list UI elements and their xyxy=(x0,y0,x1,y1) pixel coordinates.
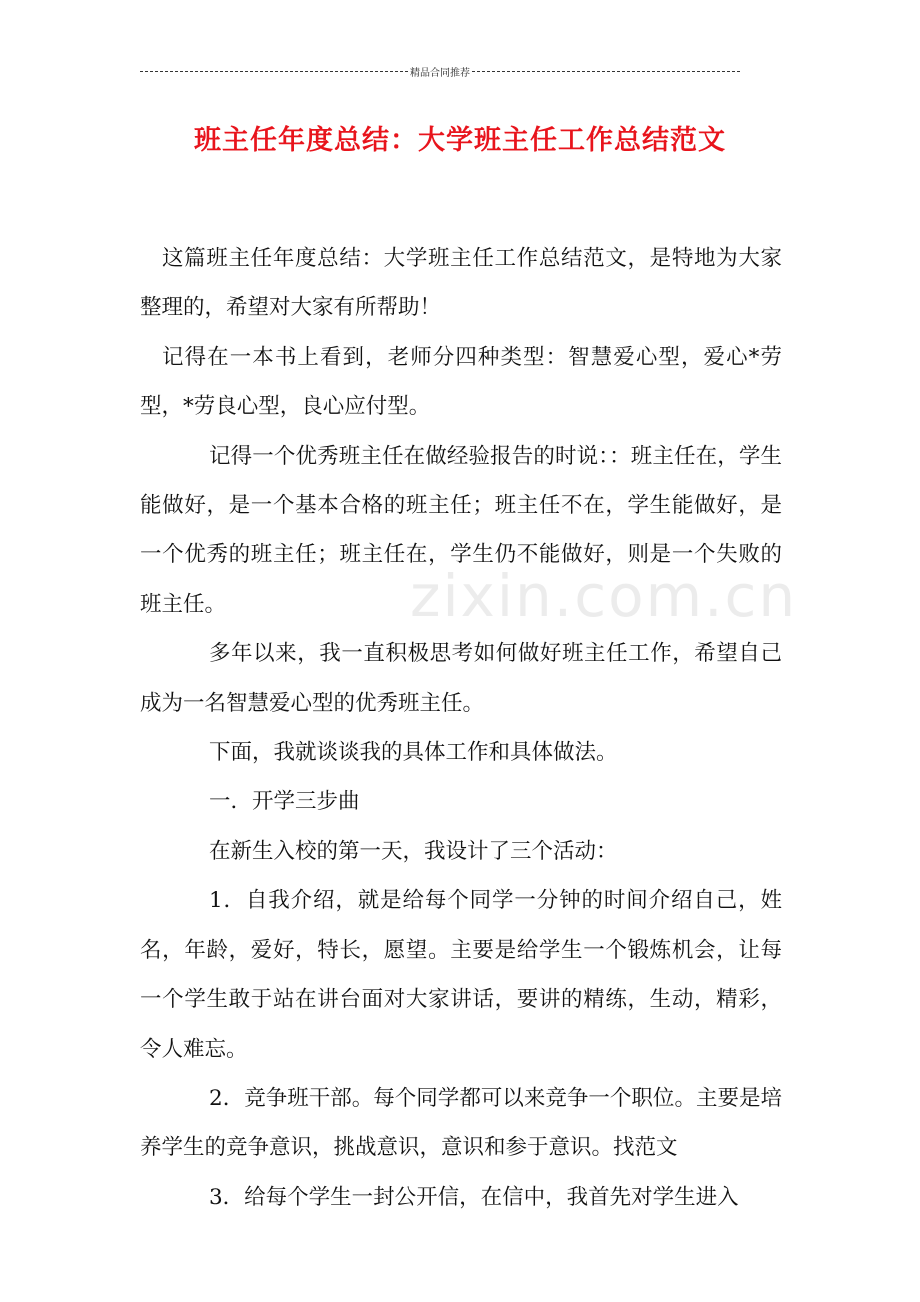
paragraph: 在新生入校的第一天，我设计了三个活动： xyxy=(209,838,618,864)
header-rule xyxy=(140,64,740,79)
header-dash-right xyxy=(472,71,740,72)
watermark: zixin.com.cn xyxy=(410,562,798,630)
section-heading: 一．开学三步曲 xyxy=(209,789,360,815)
paragraph: 这篇班主任年度总结：大学班主任工作总结范文，是特地为大家整理的，希望对大家有所帮助！ xyxy=(140,246,782,321)
paragraph: 下面，我就谈谈我的具体工作和具体做法。 xyxy=(209,740,618,766)
document-body xyxy=(140,234,782,1222)
paragraph: 记得一个优秀班主任在做经验报告的时说：：班主任在，学生能做好，是一个基本合格的班主任；班主任不在，学生能做好，是一个优秀的班主任；班主任在，学生仍不能做好，则是一个失败的班主任。 xyxy=(140,443,782,617)
document-title: 班主任年度总结：大学班主任工作总结范文 xyxy=(194,125,726,156)
paragraph: 多年以来，我一直积极思考如何做好班主任工作，希望自己成为一名智慧爱心型的优秀班主任。 xyxy=(140,641,782,716)
paragraph: 记得在一本书上看到，老师分四种类型：智慧爱心型，爱心*劳型，*劳良心型，良心应付型。 xyxy=(140,344,782,420)
list-item: 3．给每个学生一封公开信，在信中，我首先对学生进入 xyxy=(209,1184,739,1210)
header-label: 精品合同推荐 xyxy=(410,68,470,79)
list-item: 1．自我介绍，就是给每个同学一分钟的时间介绍自己，姓名，年龄，爱好，特长，愿望。主要是给学生一个锻炼机会，让每一个学生敢于站在讲台面对大家讲话，要讲的精练，生动，精彩，令人难忘。 xyxy=(140,888,782,1062)
list-item: 2．竞争班干部。每个同学都可以来竞争一个职位。主要是培养学生的竞争意识，挑战意识，意识和参于意识。找范文 xyxy=(140,1085,782,1161)
header-dash-left xyxy=(140,71,408,72)
